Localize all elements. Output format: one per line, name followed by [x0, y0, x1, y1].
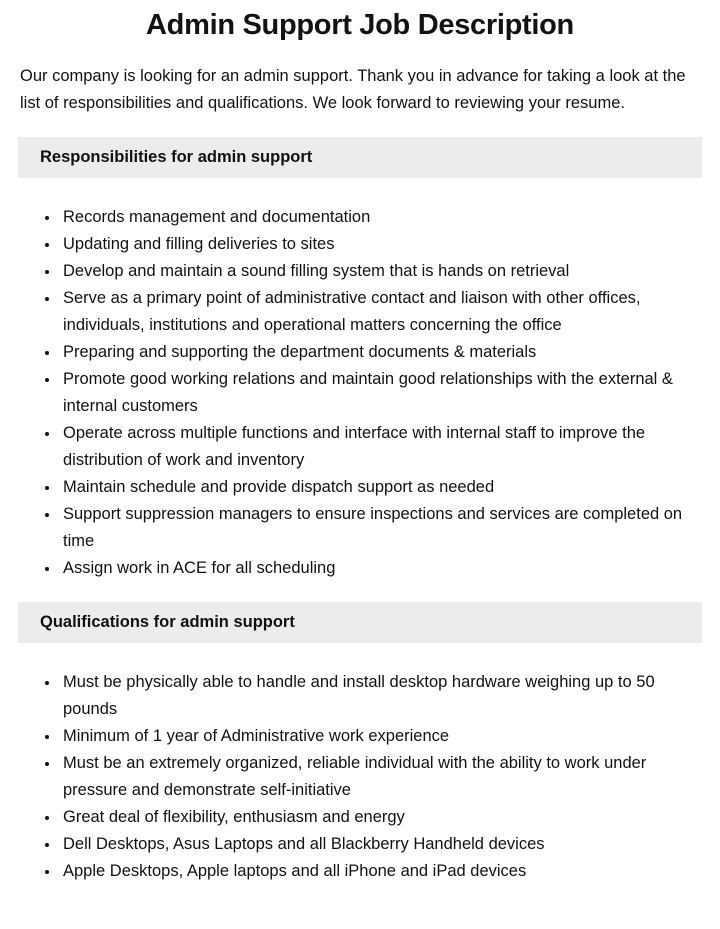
list-item: • Preparing and supporting the department documents & materials: [60, 339, 698, 366]
list-item: • Updating and filling deliveries to sites: [60, 231, 698, 258]
list-item: • Develop and maintain a sound filling system that is hands on retrieval: [60, 258, 698, 285]
qualifications-list: [18, 669, 702, 885]
list-item: • Great deal of flexibility, enthusiasm and energy: [60, 804, 698, 831]
list-item: • Maintain schedule and provide dispatch support as needed: [60, 474, 698, 501]
responsibilities-list: [18, 204, 702, 582]
intro-paragraph: Our company is looking for an admin support. Thank you in advance for taking a look at the list of responsibilities and qualifications. We look forward to reviewing your resume.: [20, 67, 686, 112]
list-item: • Apple Desktops, Apple laptops and all iPhone and iPad devices: [60, 858, 698, 885]
list-item: • Dell Desktops, Asus Laptops and all Blackberry Handheld devices: [60, 831, 698, 858]
page-title: Admin Support Job Description: [146, 9, 574, 41]
list-item: • Assign work in ACE for all scheduling: [60, 555, 698, 582]
list-item: • Operate across multiple functions and interface with internal staff to improve the distribution of work and inventory: [60, 420, 698, 474]
section-header-qualifications: Qualifications for admin support: [18, 602, 702, 643]
list-item: • Minimum of 1 year of Administrative work experience: [60, 723, 698, 750]
list-item: • Promote good working relations and maintain good relationships with the external & internal customers: [60, 366, 698, 420]
section-header-responsibilities: Responsibilities for admin support: [18, 137, 702, 178]
list-item: • Records management and documentation: [60, 204, 698, 231]
list-item: • Support suppression managers to ensure inspections and services are completed on time: [60, 501, 698, 555]
list-item: • Must be an extremely organized, reliable individual with the ability to work under pressure and demonstrate self-initiative: [60, 750, 698, 804]
list-item: • Must be physically able to handle and install desktop hardware weighing up to 50 pounds: [60, 669, 698, 723]
list-item: • Serve as a primary point of administrative contact and liaison with other offices, individuals, institutions and operational matters concerning the office: [60, 285, 698, 339]
